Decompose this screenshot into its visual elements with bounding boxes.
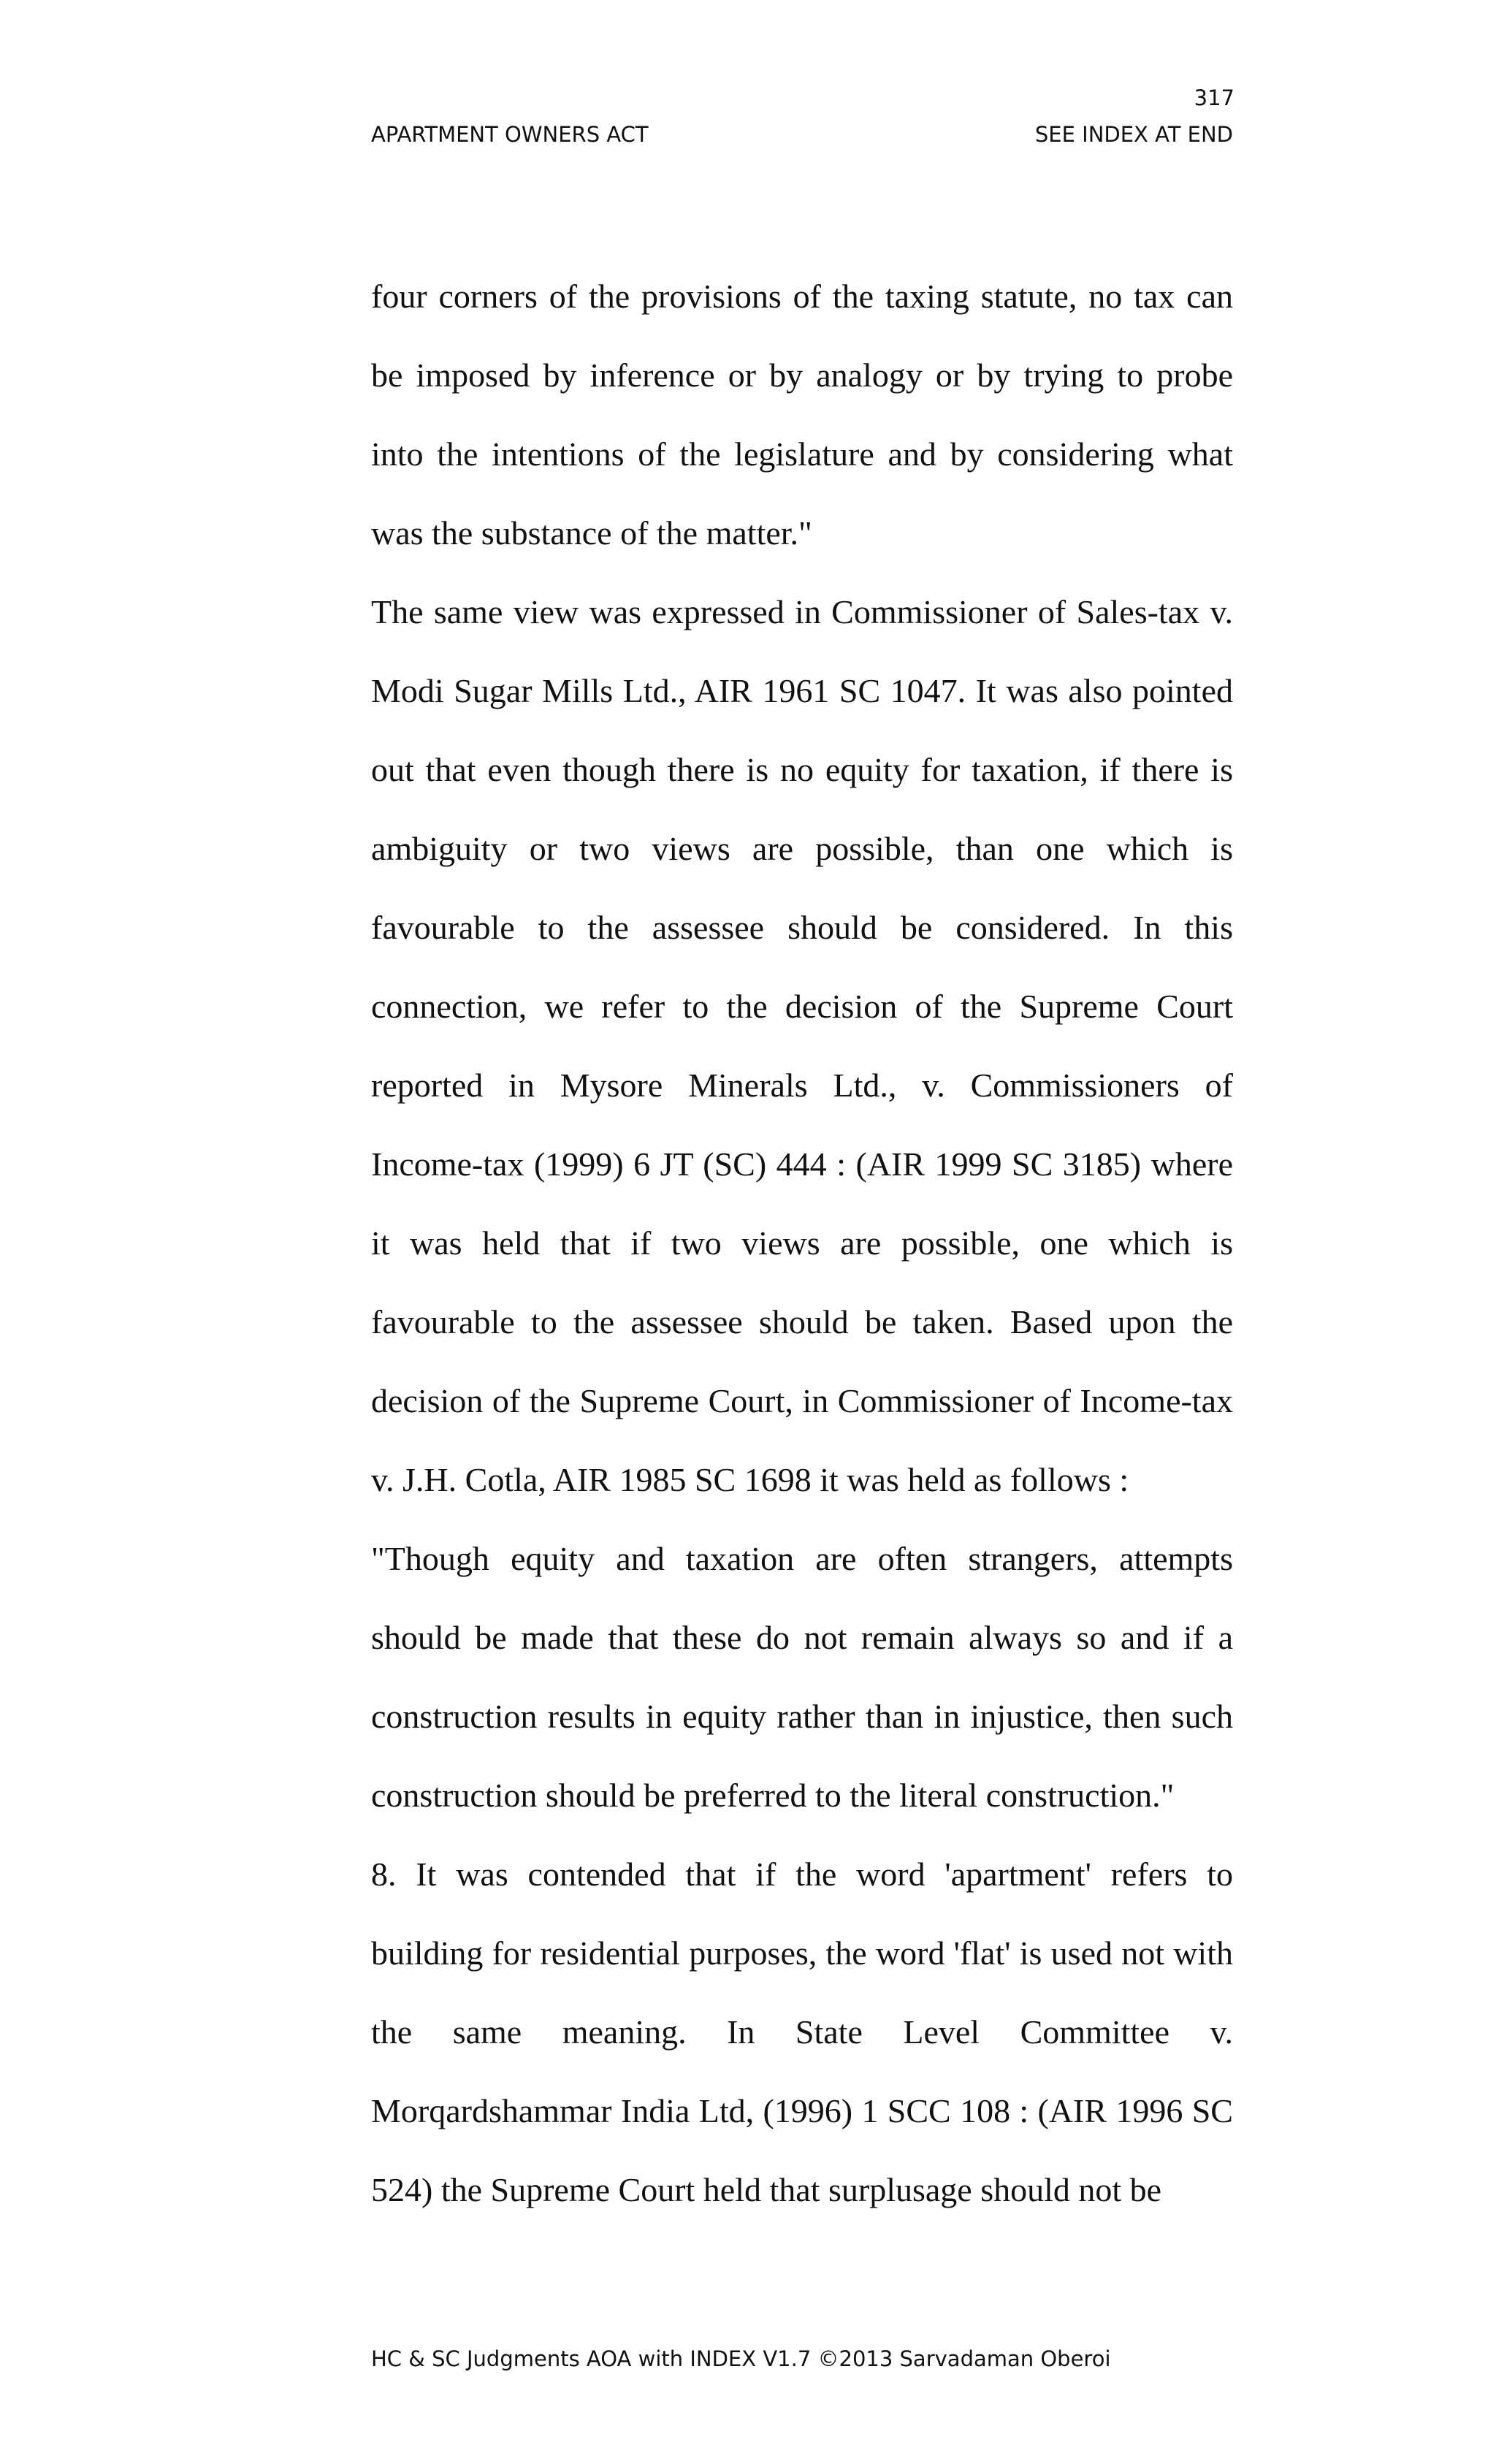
header-right-title: SEE INDEX AT END [1034,122,1233,147]
page-footer: HC & SC Judgments AOA with INDEX V1.7 ©2013 Sarvadaman Oberoi [371,2346,1111,2371]
page-number: 317 [1194,85,1234,110]
header-left-title: APARTMENT OWNERS ACT [371,122,649,147]
paragraph: four corners of the provisions of the taxing statute, no tax can be imposed by inference or by analogy or by trying to probe into the intentions of the legislature and by considering what was the substance of the matter." [371,278,1233,552]
document-body [371,257,1233,2230]
paragraph: The same view was expressed in Commissioner of Sales-tax v. Modi Sugar Mills Ltd., AIR 1961 SC 1047. It was also pointed out that even though there is no equity for taxation, if there is ambiguity or two views are possible, than one which is favourable to the assessee should be considered. In this connection, we refer to the decision of the Supreme Court reported in Mysore Minerals Ltd., v. Commissioners of Income-tax (1999) 6 JT (SC) 444 : (AIR 1999 SC 3185) where it was held that if two views are possible, one which is favourable to the assessee should be taken. Based upon the decision of the Supreme Court, in Commissioner of Income-tax v. J.H. Cotla, AIR 1985 SC 1698 it was held as follows : [371,593,1233,1498]
paragraph: "Though equity and taxation are often strangers, attempts should be made that these do not remain always so and if a construction results in equity rather than in injustice, then such construction should be preferred to the literal construction." [371,1540,1233,1814]
paragraph: 8. It was contended that if the word 'apartment' refers to building for residential purposes, the word 'flat' is used not with the same meaning. In State Level Committee v. Morqardshammar India Ltd, (1996) 1 SCC 108 : (AIR 1996 SC 524) the Supreme Court held that surplusage should not be [371,1855,1233,2208]
running-header [371,124,1233,145]
